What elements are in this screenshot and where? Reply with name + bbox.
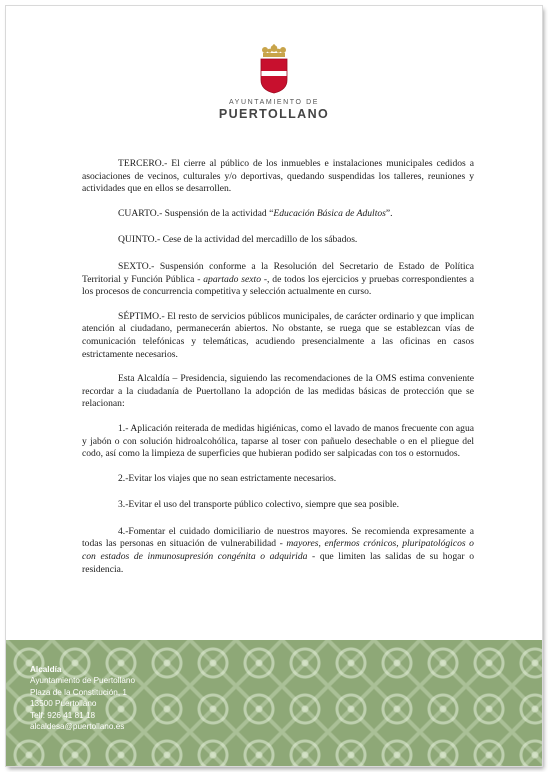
crown-icon [262,44,286,57]
letterhead [6,44,542,121]
italic-sexto: apartado sexto [203,273,261,285]
footer-title: Alcaldía [30,665,62,674]
paragraph-cuarto [82,208,474,221]
paragraph-medida-4 [82,526,474,576]
org-label: AYUNTAMIENTO DE [228,99,320,106]
org-name: PUERTOLLANO [218,107,330,121]
paragraph-medida-3: 3.-Evitar el uso del transporte público colectivo, siempre que sea posible. [118,499,400,511]
footer-line-city: 13500 Puertollano [30,699,97,709]
coat-of-arms-icon [256,44,292,94]
footer-line-phone: Telf: 926 41 81 18 [30,710,96,720]
footer-line-org: Ayuntamiento de Puertollano [30,676,135,686]
paragraph-tercero [82,158,474,196]
paragraph-quinto: QUINTO.- Cese de la actividad del mercadillo de los sábados. [118,234,358,246]
text-sexto: SEXTO.- Suspensión conforme a la Resolución del Secretario de Estado de Política Territorial y Función Pública - [82,260,474,285]
shield-icon [261,59,287,93]
text-tercero: El cierre al público de los inmuebles e instalaciones municipales cedidos a asociaciones de vecinos, culturales y/o deportivas, quedando suspendidas los talleres, reuniones y actividades que en ellos se desarrollen. [82,158,474,195]
paragraph-medida-1: 1.- Aplicación reiterada de medidas higiénicas, como el lavado de manos frecuente con agua y jabón o con solución hidroalcohólica, taparse al toser con pañuelo desechable o en el pliegue del codo, así como la limpieza de superficies que hubieran podido ser salpicadas con tos o estornudos. [82,422,474,460]
italic-cuarto: Educación Básica de Adultos [273,207,386,219]
footer-line-email: alcaldesa@puertollano.es [30,722,125,732]
heading-tercero: TERCERO.- [118,158,168,169]
text-cuarto-end: ”. [385,207,393,219]
paragraph-medida-2: 2.-Evitar los viajes que no sean estrictamente necesarios. [118,472,337,484]
italic-medida-4: mayores, enfermos crónicos, pluripatológicos o con estados de inmunosupresión congénita o adquirida [82,538,474,563]
footer-line-address: Plaza de la Constitución, 1 [30,687,127,697]
text-sexto-end: -, de todos los ejercicios y pruebas correspondientes a los procesos de concurrencia competitiva y selección actualmente en curso. [82,273,474,298]
text-medida-4: 4.-Fomentar el cuidado domiciliario de nuestros mayores. Se recomienda expresamente a todas las personas en situación de vulnerabilidad - [82,525,474,550]
paragraph-sexto [82,261,474,299]
document-page [6,6,542,766]
paragraph-alcaldia: Esta Alcaldía – Presidencia, siguiendo las recomendaciones de la OMS estima conveniente recordar a la ciudadanía de Puertollano la adopción de las medidas básicas de protección que se relacionan: [82,373,474,410]
text-cuarto: CUARTO.- Suspensión de la actividad “ [118,207,274,219]
paragraph-septimo: SÉPTIMO.- El resto de servicios públicos municipales, de carácter ordinario y que implican atención al ciudadano, permanecerán abiertos. No obstante, se ruega que se establezcan vías de comunicación telefónicas y telemáticas, acudiendo presencialmente a las oficinas en casos estrictamente necesarios. [82,310,474,360]
text-medida-4-end: - que limiten las salidas de su hogar o residencia. [82,551,474,575]
footer-contact [30,664,135,732]
footer-band [6,640,542,766]
document-body [82,158,474,588]
